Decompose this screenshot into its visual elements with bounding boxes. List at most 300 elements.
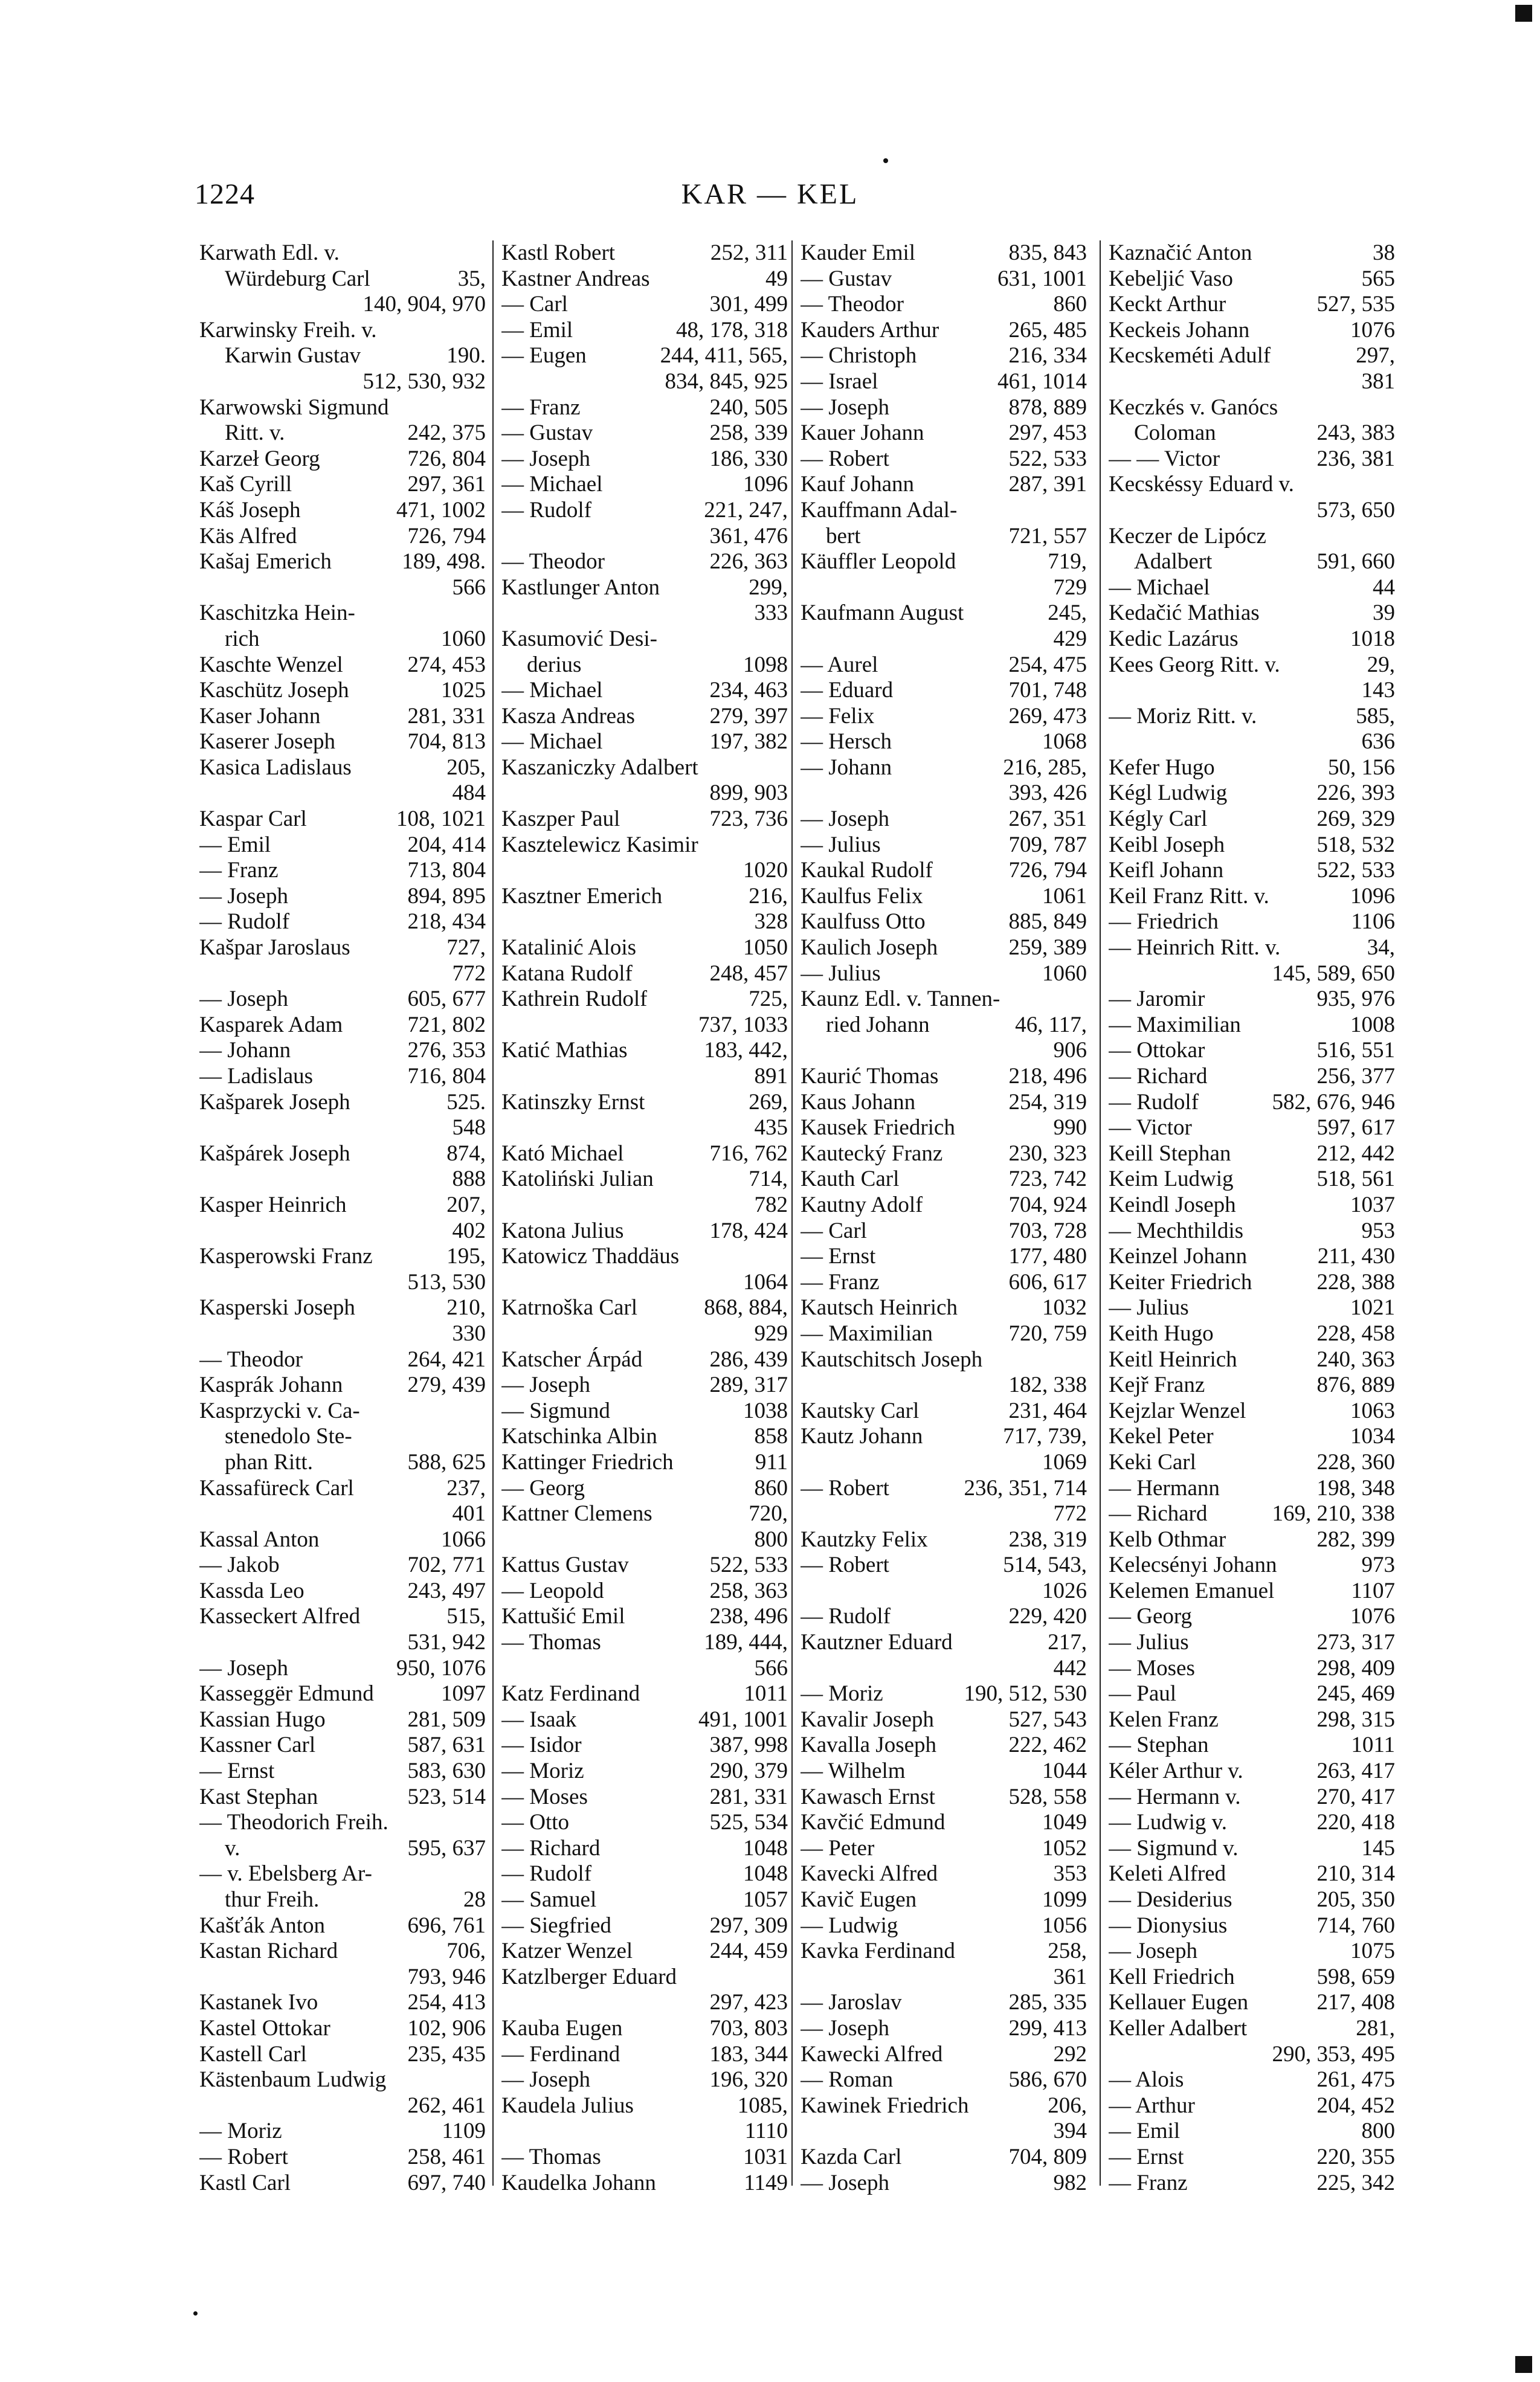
entry-name: — Moriz	[199, 2119, 282, 2144]
index-entry	[501, 1167, 788, 1193]
entry-name: — Ludwig	[801, 1913, 898, 1938]
index-entry	[199, 2119, 486, 2145]
entry-page-refs: 729	[1053, 575, 1087, 600]
index-entry	[801, 1347, 1087, 1373]
entry-name: Kelb Othmar	[1109, 1527, 1226, 1552]
index-entry	[501, 1681, 788, 1707]
entry-page-refs: 1038	[743, 1398, 788, 1423]
entry-name: — Felix	[801, 703, 875, 729]
entry-page-refs: 204, 452	[1316, 2093, 1395, 2118]
entry-name: Kašťák Anton	[199, 1913, 325, 1938]
index-entry	[801, 1270, 1087, 1296]
index-entry	[1109, 420, 1395, 446]
index-entry	[801, 472, 1087, 498]
index-entry	[199, 1295, 486, 1321]
entry-name: Kedic Lazárus	[1109, 626, 1239, 651]
index-entry	[199, 395, 486, 421]
index-entry	[1109, 2067, 1395, 2093]
index-entry	[199, 1038, 486, 1064]
entry-page-refs: 696, 761	[407, 1913, 486, 1938]
entry-page-refs: 513, 530	[407, 1269, 486, 1295]
entry-name: — Dionysius	[1109, 1913, 1228, 1938]
index-entry	[801, 626, 1087, 652]
entry-page-refs: 279, 439	[407, 1373, 486, 1398]
entry-name: — Aurel	[801, 652, 878, 677]
entry-name: Kellauer Eugen	[1109, 1990, 1249, 2015]
entry-page-refs: 361, 476	[709, 523, 788, 549]
entry-name: Kastl Carl	[199, 2170, 291, 2195]
index-entry	[199, 1347, 486, 1373]
entry-page-refs: 1026	[1042, 1578, 1087, 1603]
entry-name: Keczkés v. Ganócs	[1109, 394, 1278, 420]
entry-page-refs: 703, 728	[1008, 1218, 1087, 1243]
entry-page-refs: 330	[452, 1321, 486, 1346]
entry-page-refs: 140, 904, 970	[362, 292, 486, 317]
index-entry	[501, 1733, 788, 1759]
entry-page-refs: 878, 889	[1008, 394, 1087, 420]
index-entry	[501, 549, 788, 575]
entry-page-refs: 935, 976	[1316, 987, 1395, 1012]
entry-page-refs: 211, 430	[1317, 1244, 1395, 1269]
entry-page-refs: 1069	[1042, 1449, 1087, 1475]
index-entry	[199, 1553, 486, 1579]
entry-page-refs: 858	[754, 1424, 788, 1449]
entry-name: — Otto	[501, 1810, 570, 1835]
entry-page-refs: 737, 1033	[698, 1012, 788, 1037]
index-entry	[801, 1295, 1087, 1321]
entry-page-refs: 726, 794	[407, 523, 486, 549]
entry-page-refs: 1020	[743, 858, 788, 883]
entry-page-refs: 270, 417	[1316, 1784, 1395, 1809]
entry-page-refs: 891	[754, 1064, 788, 1089]
entry-page-refs: 973	[1361, 1553, 1395, 1578]
index-entry	[801, 1579, 1087, 1605]
entry-page-refs: 205,	[446, 755, 486, 780]
entry-name: Kaser Johann	[199, 703, 321, 729]
index-entry	[199, 1836, 486, 1862]
entry-page-refs: 226, 393	[1316, 781, 1395, 806]
entry-name: — Wilhelm	[801, 1759, 906, 1784]
index-entry	[801, 832, 1087, 858]
index-entry	[199, 1707, 486, 1733]
index-entry	[501, 884, 788, 910]
entry-page-refs: 528, 558	[1008, 1784, 1087, 1809]
index-entry	[1109, 1656, 1395, 1682]
entry-page-refs: 605, 677	[407, 987, 486, 1012]
entry-name: Keindl Joseph	[1109, 1192, 1236, 1217]
entry-name: Katoliński Julian	[501, 1167, 654, 1192]
entry-name: Kecskeméti Adulf	[1109, 343, 1271, 369]
scan-speck	[193, 2311, 198, 2316]
entry-page-refs: 265, 485	[1008, 317, 1087, 343]
index-entry	[1109, 1810, 1395, 1836]
index-entry	[1109, 318, 1395, 344]
entry-page-refs: 240, 505	[709, 394, 788, 420]
entry-name: Kausek Friedrich	[801, 1115, 955, 1141]
entry-page-refs: 44	[1373, 575, 1395, 600]
entry-page-refs: 204, 414	[407, 832, 486, 857]
index-entry	[1109, 2093, 1395, 2119]
entry-name: Katzlberger Eduard	[501, 1964, 677, 1989]
index-entry	[1109, 1785, 1395, 1811]
entry-name: Kattušić Emil	[501, 1604, 625, 1629]
index-entry	[801, 1913, 1087, 1939]
entry-page-refs: 301, 499	[709, 292, 788, 317]
index-entry	[199, 987, 486, 1012]
index-entry	[199, 1115, 486, 1141]
entry-page-refs: 259, 389	[1008, 935, 1087, 961]
entry-page-refs: 631, 1001	[997, 266, 1087, 291]
index-entry	[501, 395, 788, 421]
entry-name: Kebeljić Vaso	[1109, 266, 1233, 291]
index-entry	[501, 343, 788, 369]
entry-page-refs: 516, 551	[1316, 1038, 1395, 1063]
index-entry	[1109, 884, 1395, 910]
index-entry	[1109, 858, 1395, 884]
index-entry	[501, 961, 788, 987]
entry-page-refs: 595, 637	[407, 1835, 486, 1861]
index-entry	[501, 600, 788, 626]
entry-name: — Ladislaus	[199, 1064, 314, 1089]
index-entry	[1109, 1295, 1395, 1321]
index-entry	[199, 652, 486, 678]
entry-page-refs: 281, 331	[709, 1784, 788, 1809]
entry-name: Keki Carl	[1109, 1449, 1196, 1475]
entry-page-refs: 704, 924	[1008, 1192, 1087, 1217]
entry-page-refs: 244, 459	[709, 1939, 788, 1964]
entry-page-refs: 50, 156	[1328, 755, 1395, 780]
entry-name: — Julius	[801, 832, 881, 857]
index-entry	[1109, 1913, 1395, 1939]
entry-name: Katzer Wenzel	[501, 1939, 633, 1964]
index-entry	[801, 318, 1087, 344]
entry-page-refs: 238, 496	[709, 1604, 788, 1629]
index-entry	[501, 1527, 788, 1553]
entry-name: Kasperski Joseph	[199, 1295, 355, 1321]
entry-page-refs: 1110	[744, 2119, 788, 2144]
index-entry	[501, 1450, 788, 1476]
entry-name: Kasper Heinrich	[199, 1192, 347, 1217]
index-entry	[801, 781, 1087, 806]
entry-name: — Sigmund v.	[1109, 1835, 1239, 1861]
entry-page-refs: 950, 1076	[396, 1655, 486, 1681]
entry-page-refs: 704, 813	[407, 729, 486, 755]
entry-page-refs: 198, 348	[1316, 1475, 1395, 1501]
entry-page-refs: 834, 845, 925	[665, 369, 788, 394]
entry-name: Keill Stephan	[1109, 1141, 1231, 1166]
entry-page-refs: 190, 512, 530	[964, 1681, 1087, 1707]
entry-page-refs: 220, 355	[1316, 2144, 1395, 2169]
entry-name: Kašparek Joseph	[199, 1089, 350, 1115]
index-entry	[1109, 1244, 1395, 1270]
entry-page-refs: 1060	[1042, 961, 1087, 986]
entry-page-refs: 591, 660	[1316, 549, 1395, 575]
index-entry	[1109, 2016, 1395, 2042]
entry-name: — Moriz Ritt. v.	[1109, 703, 1257, 729]
entry-page-refs: 911	[755, 1449, 788, 1475]
entry-page-refs: 720, 759	[1008, 1321, 1087, 1346]
index-entry	[801, 240, 1087, 266]
entry-page-refs: 461, 1014	[997, 369, 1087, 394]
index-entry	[801, 498, 1087, 524]
index-entry	[501, 1347, 788, 1373]
entry-name: Kastan Richard	[199, 1939, 338, 1964]
index-entry	[501, 369, 788, 395]
index-entry	[1109, 343, 1395, 369]
entry-page-refs: 1037	[1350, 1192, 1395, 1217]
index-entry	[199, 961, 486, 987]
entry-page-refs: 704, 809	[1008, 2144, 1087, 2169]
entry-name: — Ernst	[199, 1759, 275, 1784]
index-entry	[199, 1759, 486, 1785]
entry-name: Kästenbaum Ludwig	[199, 2067, 387, 2093]
entry-name: derius	[527, 652, 582, 677]
index-entry	[199, 240, 486, 266]
index-entry	[199, 498, 486, 524]
index-entry	[801, 1733, 1087, 1759]
index-entry	[199, 420, 486, 446]
index-entry	[1109, 781, 1395, 806]
entry-page-refs: 243, 383	[1316, 420, 1395, 446]
index-entry	[199, 704, 486, 730]
entry-name: — Joseph	[501, 1373, 590, 1398]
index-entry	[1109, 292, 1395, 318]
entry-name: Kégly Carl	[1109, 806, 1208, 832]
index-entry	[1109, 1681, 1395, 1707]
index-entry	[199, 1579, 486, 1605]
entry-page-refs: 353	[1053, 1861, 1087, 1887]
index-entry	[501, 524, 788, 550]
index-entry	[501, 1887, 788, 1913]
index-entry	[501, 652, 788, 678]
index-entry	[1109, 832, 1395, 858]
entry-name: — Jakob	[199, 1553, 280, 1578]
entry-page-refs: 716, 804	[407, 1064, 486, 1089]
index-entry	[1109, 1836, 1395, 1862]
index-entry	[1109, 1887, 1395, 1913]
index-entry	[1109, 1501, 1395, 1527]
entry-page-refs: 143	[1361, 678, 1395, 703]
entry-page-refs: 240, 363	[1316, 1347, 1395, 1372]
entry-name: — Richard	[1109, 1064, 1208, 1089]
index-entry	[501, 2093, 788, 2119]
entry-name: v.	[225, 1835, 240, 1861]
index-entry	[501, 1759, 788, 1785]
index-entry	[501, 446, 788, 472]
entry-page-refs: 297,	[1356, 343, 1395, 369]
entry-page-refs: 701, 748	[1008, 678, 1087, 703]
entry-page-refs: 597, 617	[1316, 1115, 1395, 1141]
index-entry	[199, 575, 486, 601]
entry-page-refs: 522, 533	[1008, 446, 1087, 471]
entry-page-refs: 429	[1053, 626, 1087, 651]
entry-page-refs: 196, 320	[709, 2067, 788, 2093]
index-entry	[501, 704, 788, 730]
index-entry	[199, 626, 486, 652]
entry-name: — Franz	[501, 394, 581, 420]
entry-page-refs: 216,	[749, 883, 788, 909]
index-entry	[199, 1450, 486, 1476]
entry-page-refs: 720,	[749, 1501, 788, 1527]
index-entry	[801, 909, 1087, 935]
entry-name: — Joseph	[1109, 1939, 1197, 1964]
entry-name: Keim Ludwig	[1109, 1167, 1234, 1192]
entry-page-refs: 261, 475	[1316, 2067, 1395, 2093]
index-entry	[199, 935, 486, 961]
index-entry	[199, 1090, 486, 1116]
entry-name: — Ernst	[801, 1244, 876, 1269]
entry-name: — Israel	[801, 369, 878, 394]
entry-page-refs: 242, 375	[407, 420, 486, 446]
index-entry	[199, 1193, 486, 1218]
index-entry	[1109, 806, 1395, 832]
index-entry	[801, 1167, 1087, 1193]
entry-page-refs: 566	[452, 575, 486, 600]
entry-name: Katz Ferdinand	[501, 1681, 640, 1707]
entry-page-refs: 727,	[446, 935, 486, 961]
entry-page-refs: 1025	[441, 678, 486, 703]
index-entry	[199, 1913, 486, 1939]
entry-page-refs: 1049	[1042, 1810, 1087, 1835]
index-entry	[1109, 1965, 1395, 1991]
index-entry	[801, 524, 1087, 550]
index-entry	[199, 1965, 486, 1991]
index-entry	[501, 1038, 788, 1064]
entry-name: — Jaromir	[1109, 987, 1205, 1012]
index-entry	[501, 1553, 788, 1579]
entry-page-refs: 290, 379	[709, 1759, 788, 1784]
entry-name: — Joseph	[199, 987, 288, 1012]
entry-page-refs: 287, 391	[1008, 472, 1087, 497]
index-entry	[801, 755, 1087, 781]
index-entry	[199, 858, 486, 884]
entry-page-refs: 697, 740	[407, 2170, 486, 2195]
entry-page-refs: 205, 350	[1316, 1887, 1395, 1912]
entry-name: Kast Stephan	[199, 1784, 318, 1809]
entry-page-refs: 210, 314	[1316, 1861, 1395, 1887]
entry-name: Kelecsényi Johann	[1109, 1553, 1277, 1578]
index-entry	[801, 1990, 1087, 2016]
index-entry	[501, 1707, 788, 1733]
entry-page-refs: 328	[754, 909, 788, 935]
index-entry	[801, 549, 1087, 575]
index-entry	[801, 935, 1087, 961]
scan-corner-mark	[1515, 5, 1532, 22]
entry-name: Kastell Carl	[199, 2041, 307, 2067]
entry-page-refs: 1011	[1351, 1733, 1395, 1758]
index-entry	[199, 1244, 486, 1270]
index-entry	[199, 806, 486, 832]
entry-name: Keckt Arthur	[1109, 292, 1226, 317]
index-entry	[199, 1939, 486, 1965]
entry-name: — Maximilian	[801, 1321, 933, 1346]
index-entry	[801, 1604, 1087, 1630]
index-entry	[1109, 1553, 1395, 1579]
entry-page-refs: 381	[1361, 369, 1395, 394]
entry-name: Kavalla Joseph	[801, 1733, 937, 1758]
index-entry	[1109, 1990, 1395, 2016]
entry-name: — Stephan	[1109, 1733, 1209, 1758]
index-entry	[801, 1681, 1087, 1707]
entry-page-refs: 245, 469	[1316, 1681, 1395, 1707]
entry-page-refs: 518, 561	[1316, 1167, 1395, 1192]
entry-name: Kaufmann August	[801, 600, 964, 626]
index-entry	[801, 1501, 1087, 1527]
index-entry	[501, 1476, 788, 1502]
entry-page-refs: 1063	[1350, 1398, 1395, 1423]
entry-name: Kaulfus Felix	[801, 883, 923, 909]
entry-name: Kaudelka Johann	[501, 2170, 656, 2195]
index-entry	[1109, 1115, 1395, 1141]
index-entry	[199, 1373, 486, 1399]
index-entry	[801, 1193, 1087, 1218]
entry-name: Kell Friedrich	[1109, 1964, 1235, 1989]
entry-page-refs: 1061	[1042, 883, 1087, 909]
entry-name: Kauder Emil	[801, 240, 916, 265]
entry-page-refs: 1068	[1042, 729, 1087, 755]
index-entry	[501, 1604, 788, 1630]
entry-page-refs: 522, 533	[1316, 858, 1395, 883]
index-entry	[1109, 1270, 1395, 1296]
index-entry	[801, 1476, 1087, 1502]
entry-page-refs: 953	[1361, 1218, 1395, 1243]
entry-page-refs: 182, 338	[1008, 1373, 1087, 1398]
entry-name: — Michael	[501, 472, 603, 497]
index-entry	[501, 729, 788, 755]
index-entry	[1109, 266, 1395, 292]
entry-page-refs: 835, 843	[1008, 240, 1087, 265]
entry-name: — Julius	[1109, 1630, 1189, 1655]
index-entry	[1109, 1733, 1395, 1759]
entry-page-refs: 1034	[1350, 1424, 1395, 1449]
entry-name: — Theodorich Freih.	[199, 1810, 388, 1835]
index-entry	[199, 1167, 486, 1193]
entry-name: Kathrein Rudolf	[501, 987, 648, 1012]
entry-page-refs: 1057	[743, 1887, 788, 1912]
entry-page-refs: 258,	[1048, 1939, 1087, 1964]
entry-page-refs: 183, 344	[709, 2041, 788, 2067]
entry-name: Kaudela Julius	[501, 2093, 634, 2118]
index-entry	[1109, 961, 1395, 987]
entry-page-refs: 772	[1053, 1501, 1087, 1527]
entry-page-refs: 527, 535	[1316, 292, 1395, 317]
entry-name: Kelemen Emanuel	[1109, 1578, 1275, 1603]
entry-page-refs: 525, 534	[709, 1810, 788, 1835]
entry-page-refs: 279, 397	[709, 703, 788, 729]
entry-name: Kejzlar Wenzel	[1109, 1398, 1246, 1423]
index-entry	[199, 549, 486, 575]
index-entry	[199, 524, 486, 550]
entry-page-refs: 254, 413	[407, 1990, 486, 2015]
entry-page-refs: 906	[1053, 1038, 1087, 1063]
entry-page-refs: 236, 351, 714	[964, 1475, 1087, 1501]
entry-page-refs: 588, 625	[407, 1449, 486, 1475]
entry-page-refs: 1096	[743, 472, 788, 497]
entry-name: — Joseph	[801, 2170, 889, 2195]
index-entry	[801, 1424, 1087, 1450]
entry-page-refs: 212, 442	[1316, 1141, 1395, 1166]
entry-name: Kejř Franz	[1109, 1373, 1205, 1398]
entry-name: Kelen Franz	[1109, 1707, 1219, 1732]
index-entry	[501, 1321, 788, 1347]
index-entry	[501, 2119, 788, 2145]
index-entry	[801, 1707, 1087, 1733]
entry-name: Kekel Peter	[1109, 1424, 1214, 1449]
index-entry	[801, 704, 1087, 730]
entry-name: bert	[826, 523, 861, 549]
entry-name: — Arthur	[1109, 2093, 1195, 2118]
entry-page-refs: 598, 659	[1316, 1964, 1395, 1989]
